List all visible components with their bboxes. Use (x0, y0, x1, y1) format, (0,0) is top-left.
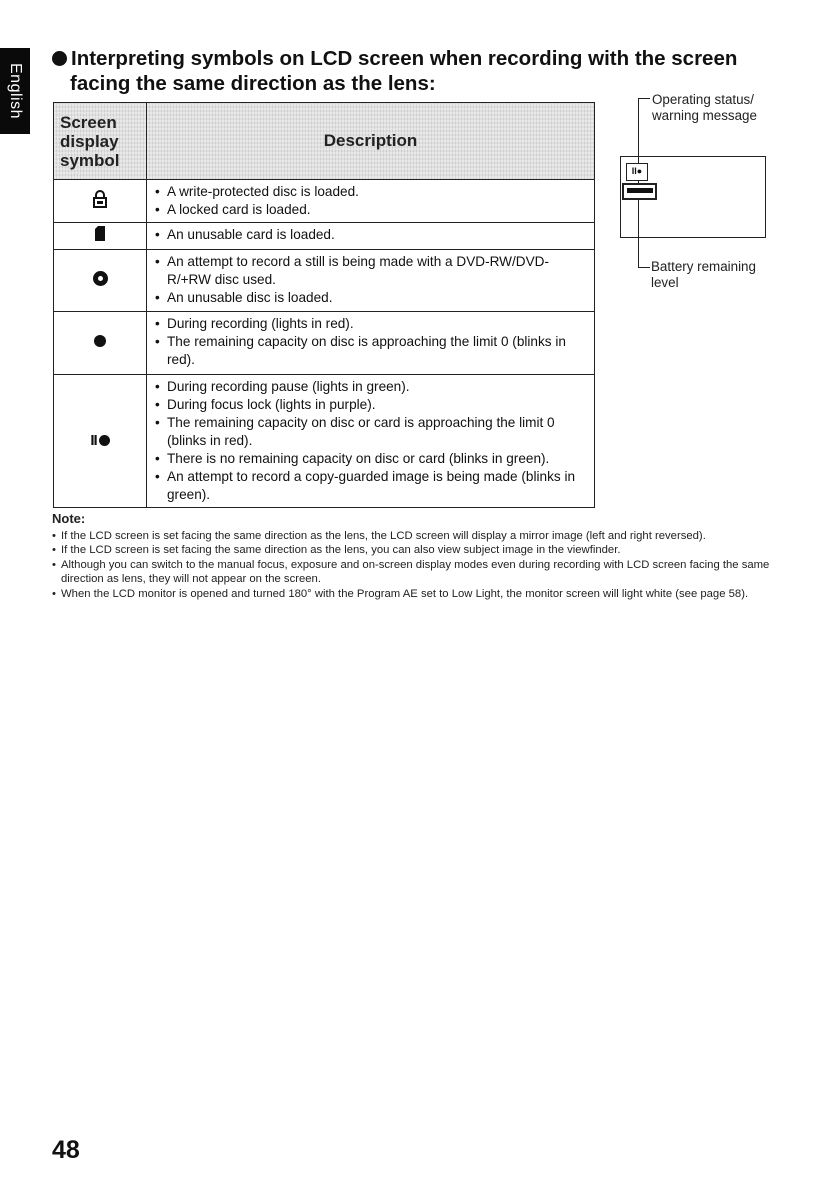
symbol-cell (54, 250, 147, 312)
table-header-row (54, 103, 595, 180)
list-item: • An attempt to record a still is being made with a DVD-RW/DVD-R/+RW disc used. (153, 253, 586, 289)
list-item: • The remaining capacity on disc or card is approaching the limit 0 (blinks in red). (153, 414, 586, 450)
symbol-cell (54, 312, 147, 375)
note-section (52, 512, 770, 601)
list-item: • During recording (lights in red). (153, 315, 586, 333)
note-title: Note: (52, 511, 86, 526)
header-description: Description (147, 103, 595, 180)
description-cell (147, 312, 595, 375)
record-dot-icon (94, 335, 106, 347)
description-cell (147, 223, 595, 250)
lock-icon (93, 190, 107, 208)
list-item: • An unusable card is loaded. (153, 226, 586, 244)
callout-tick (638, 267, 650, 268)
page-number: 48 (52, 1136, 80, 1164)
section-heading (52, 46, 772, 96)
table-row (54, 223, 595, 250)
table-row (54, 312, 595, 375)
list-item: • During recording pause (lights in green). (153, 378, 586, 396)
list-item: • The remaining capacity on disc is approaching the limit 0 (blinks in red). (153, 333, 586, 369)
description-cell (147, 375, 595, 508)
battery-icon (622, 183, 657, 200)
table-row (54, 250, 595, 312)
note-item: • Although you can switch to the manual focus, exposure and on-screen display modes even during recording with LCD screen facing the same direction as lens, they will not appear on the screen. (52, 558, 770, 587)
list-item: • A write-protected disc is loaded. (153, 183, 586, 201)
disc-icon (93, 271, 108, 286)
list-item: • There is no remaining capacity on disc or card (blinks in green). (153, 450, 586, 468)
note-item: • If the LCD screen is set facing the same direction as the lens, the LCD screen will display a mirror image (left and right reversed). (52, 529, 770, 544)
table-row (54, 180, 595, 223)
header-symbol: Screen display symbol (54, 103, 147, 180)
symbol-cell (54, 375, 147, 508)
list-item: • An attempt to record a copy-guarded image is being made (blinks in green). (153, 468, 586, 504)
list-item: • A locked card is loaded. (153, 201, 586, 219)
list-item: • An unusable disc is loaded. (153, 289, 586, 307)
list-item: • During focus lock (lights in purple). (153, 396, 586, 414)
table-row (54, 375, 595, 508)
heading-line-2: facing the same direction as the lens: (70, 72, 436, 95)
symbol-cell (54, 180, 147, 223)
callout-tick (638, 98, 650, 99)
symbol-cell (54, 223, 147, 250)
symbol-table (53, 102, 595, 508)
card-icon (95, 226, 105, 241)
record-dot-icon (99, 435, 110, 446)
language-tab (0, 48, 30, 134)
operating-status-label: Operating status/ warning message (652, 92, 757, 123)
pause-record-icon: II (90, 432, 109, 449)
heading-line-1: Interpreting symbols on LCD screen when recording with the screen (71, 47, 738, 70)
description-cell (147, 250, 595, 312)
battery-remaining-label: Battery remaining level (651, 259, 756, 290)
note-item: • When the LCD monitor is opened and turned 180° with the Program AE set to Low Light, the monitor screen will light white (see page 58). (52, 587, 770, 602)
record-status-icon: II● (626, 163, 648, 181)
description-cell (147, 180, 595, 223)
heading-bullet-icon (52, 51, 67, 66)
note-item: • If the LCD screen is set facing the same direction as the lens, you can also view subject image in the viewfinder. (52, 543, 770, 558)
language-tab-label: English (7, 63, 24, 119)
